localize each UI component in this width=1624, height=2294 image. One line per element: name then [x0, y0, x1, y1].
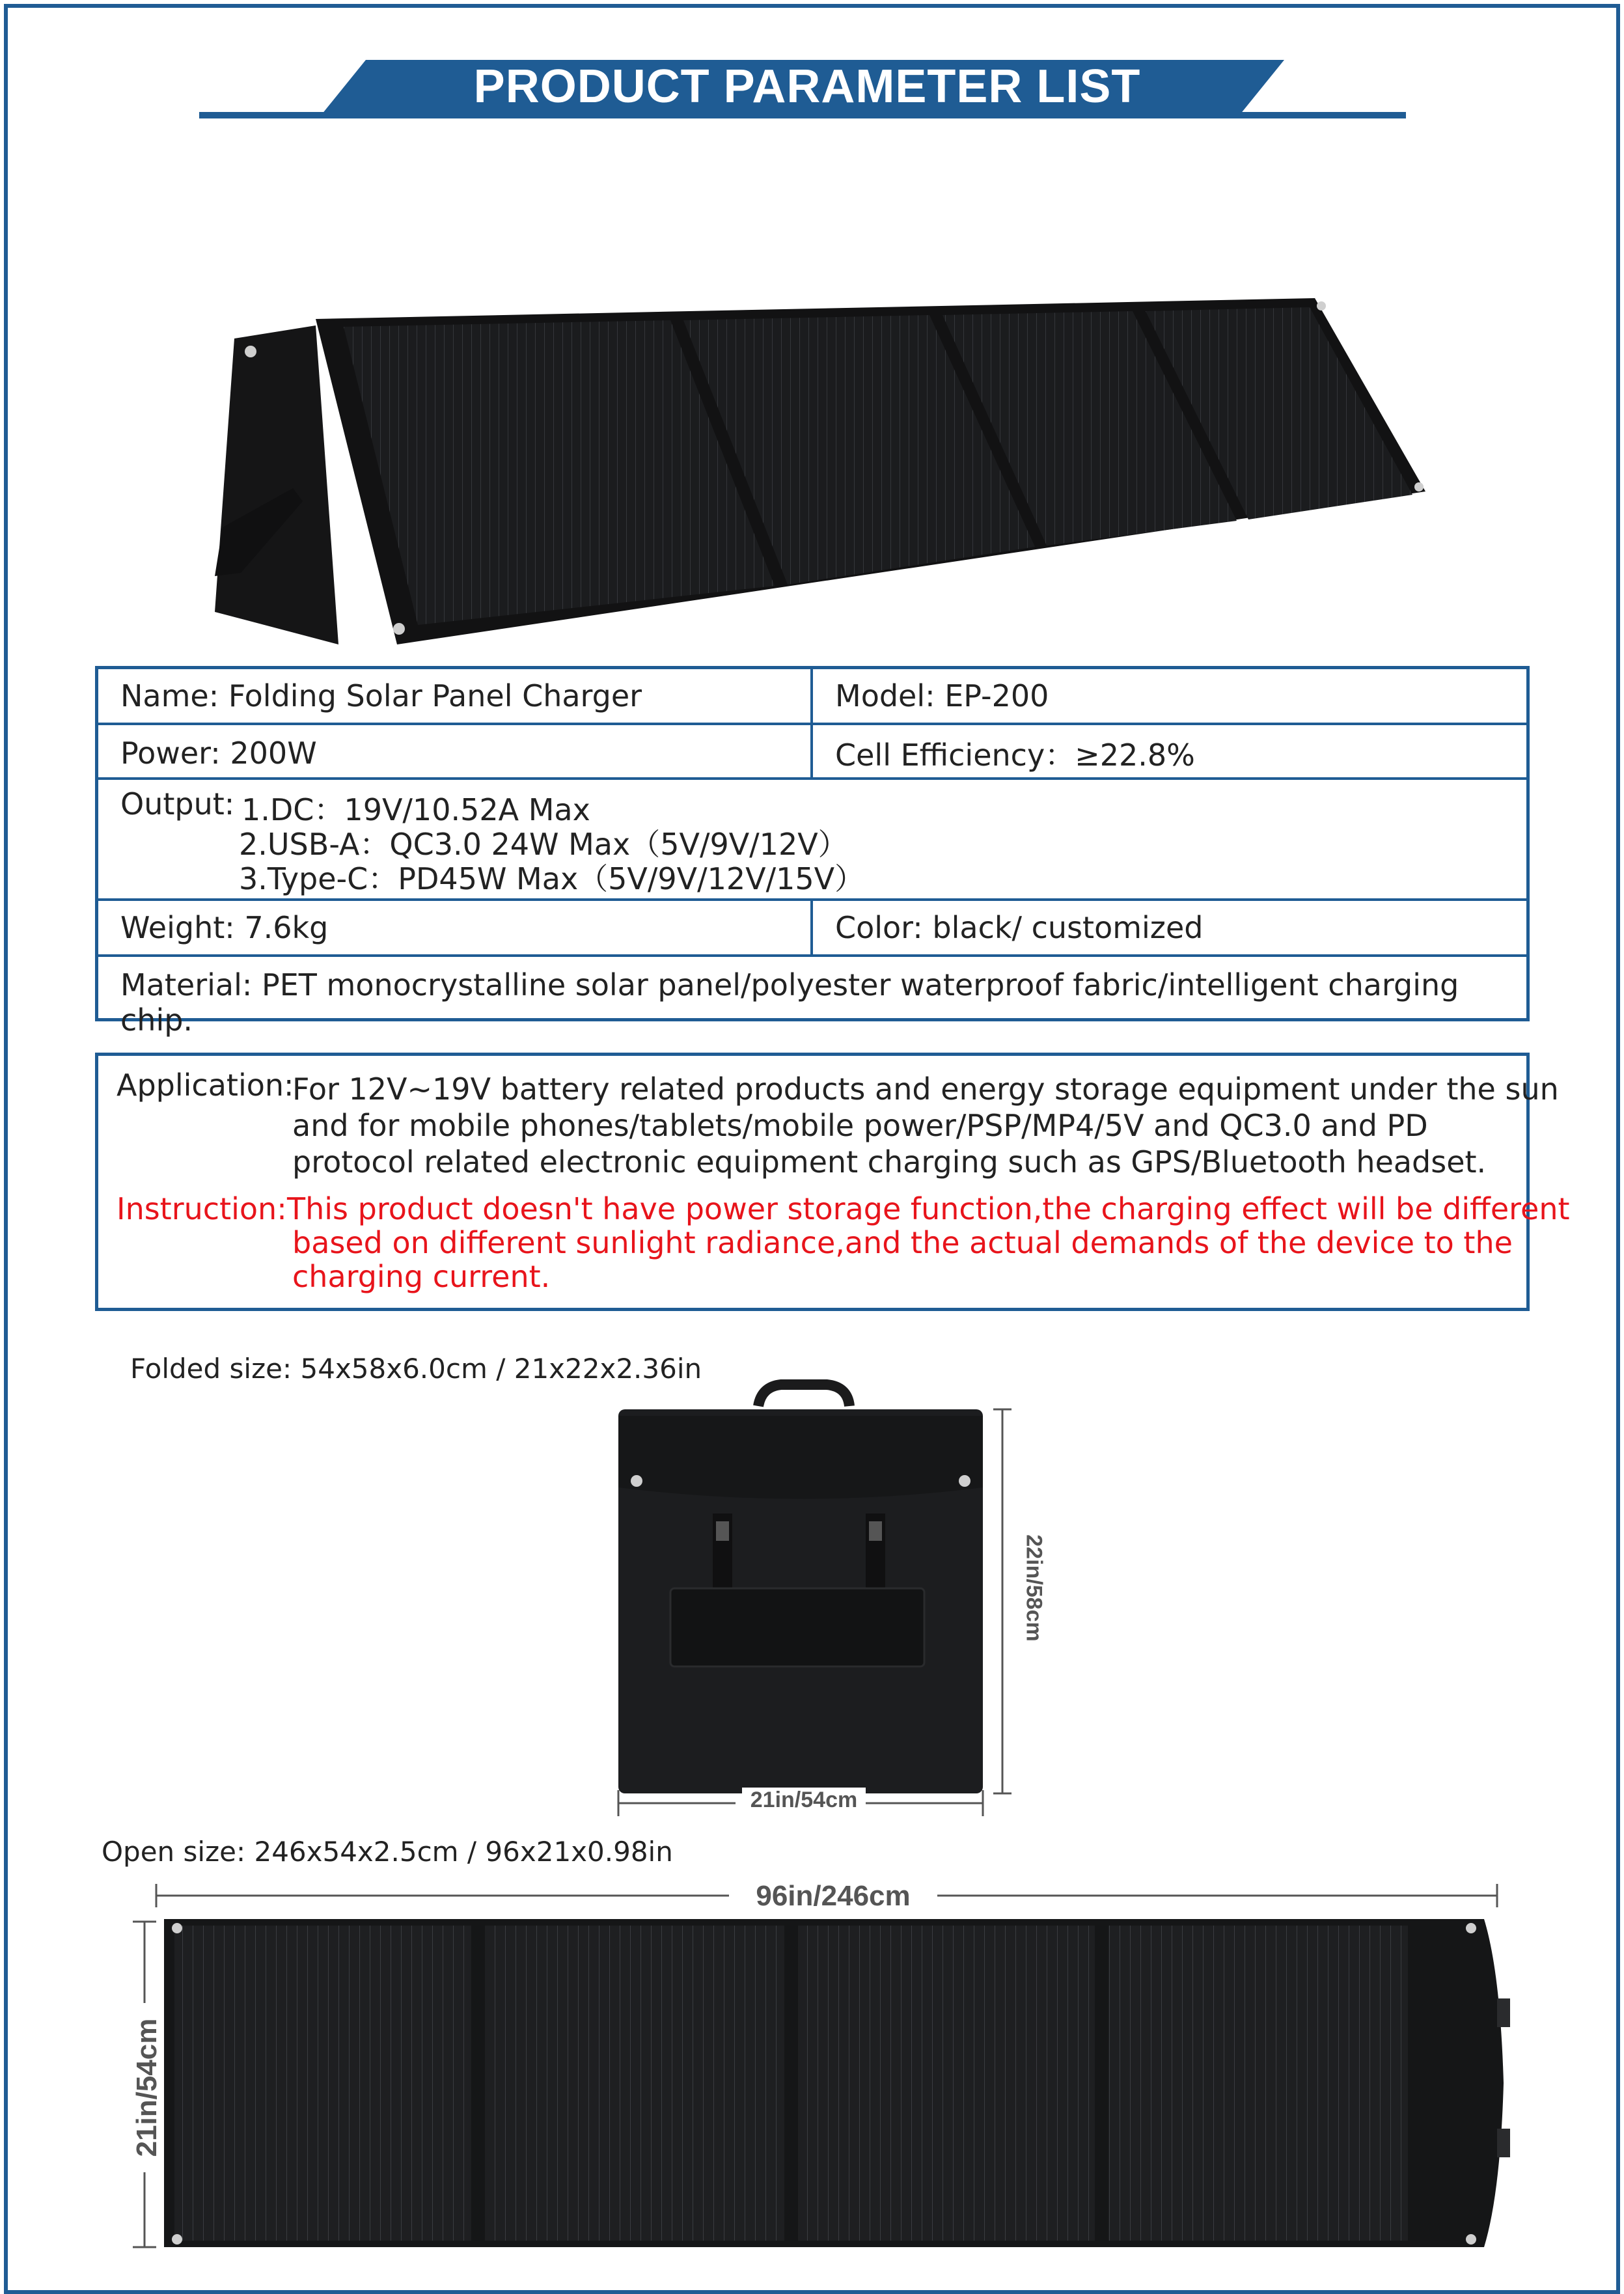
- spec-material: Material: PET monocrystalline solar panel/polyester waterproof fabric/intelligent charging chip.: [120, 967, 1459, 1038]
- spec-output-label: Output:: [120, 786, 235, 822]
- open-height-label: 21in/54cm: [131, 2003, 163, 2172]
- folded-panel-image: [605, 1377, 1035, 1819]
- application-line-2: and for mobile phones/tablets/mobile power/PSP/MP4/5V and QC3.0 and PD: [292, 1108, 1428, 1143]
- application-label: Application:: [117, 1068, 294, 1103]
- spec-table: [95, 666, 1530, 1038]
- instruction-label: Instruction:: [117, 1191, 287, 1226]
- spec-output-line-dc: 1.DC：19V/10.52A Max: [241, 792, 590, 827]
- spec-color-cell: [813, 901, 1526, 954]
- spec-output-line-usb-a: 2.USB-A：QC3.0 24W Max（5V/9V/12V）: [239, 827, 848, 862]
- folded-size-caption: Folded size: 54x58x6.0cm / 21x22x2.36in: [130, 1353, 702, 1385]
- spec-name: Name: Folding Solar Panel Charger: [120, 678, 642, 713]
- instruction-line-1: This product doesn't have power storage function,the charging effect will be different: [287, 1191, 1570, 1226]
- spec-name-cell: [98, 669, 813, 723]
- folded-height-label: 22in/58cm: [1021, 1517, 1047, 1660]
- spec-output-cell: [98, 780, 1526, 898]
- folded-width-label: 21in/54cm: [742, 1788, 866, 1813]
- spec-weight: Weight: 7.6kg: [120, 910, 329, 945]
- page-title: PRODUCT PARAMETER LIST: [473, 61, 1141, 113]
- spec-efficiency-cell: [813, 725, 1526, 777]
- spec-row-output: [98, 780, 1526, 901]
- spec-color: Color: black/ customized: [835, 910, 1204, 945]
- spec-cell-efficiency: Cell Efficiency：≥22.8%: [835, 738, 1195, 773]
- solar-panel-hero-image: [189, 280, 1445, 657]
- open-size-caption: Open size: 246x54x2.5cm / 96x21x0.98in: [102, 1836, 673, 1868]
- spec-row-material: [98, 957, 1526, 1038]
- spec-power: Power: 200W: [120, 736, 317, 771]
- open-length-label: 96in/246cm: [729, 1880, 937, 1913]
- spec-model-cell: [813, 669, 1526, 723]
- application-line-3: protocol related electronic equipment charging such as GPS/Bluetooth headset.: [292, 1144, 1487, 1180]
- spec-row-power-efficiency: [98, 725, 1526, 780]
- spec-row-weight-color: [98, 901, 1526, 957]
- application-line-1: For 12V~19V battery related products and energy storage equipment under the sun: [292, 1071, 1559, 1107]
- instruction-line-3: charging current.: [292, 1259, 551, 1294]
- spec-material-cell: [98, 957, 1526, 1038]
- instruction-line-2: based on different sunlight radiance,and the actual demands of the device to the: [292, 1225, 1513, 1260]
- spec-weight-cell: [98, 901, 813, 954]
- open-panel-image: [130, 1875, 1510, 2265]
- spec-row-name-model: [98, 669, 1526, 725]
- spec-power-cell: [98, 725, 813, 777]
- spec-model: Model: EP-200: [835, 678, 1049, 713]
- spec-output-line-type-c: 3.Type-C：PD45W Max（5V/9V/12V/15V）: [239, 861, 865, 896]
- application-box: [95, 1053, 1570, 1311]
